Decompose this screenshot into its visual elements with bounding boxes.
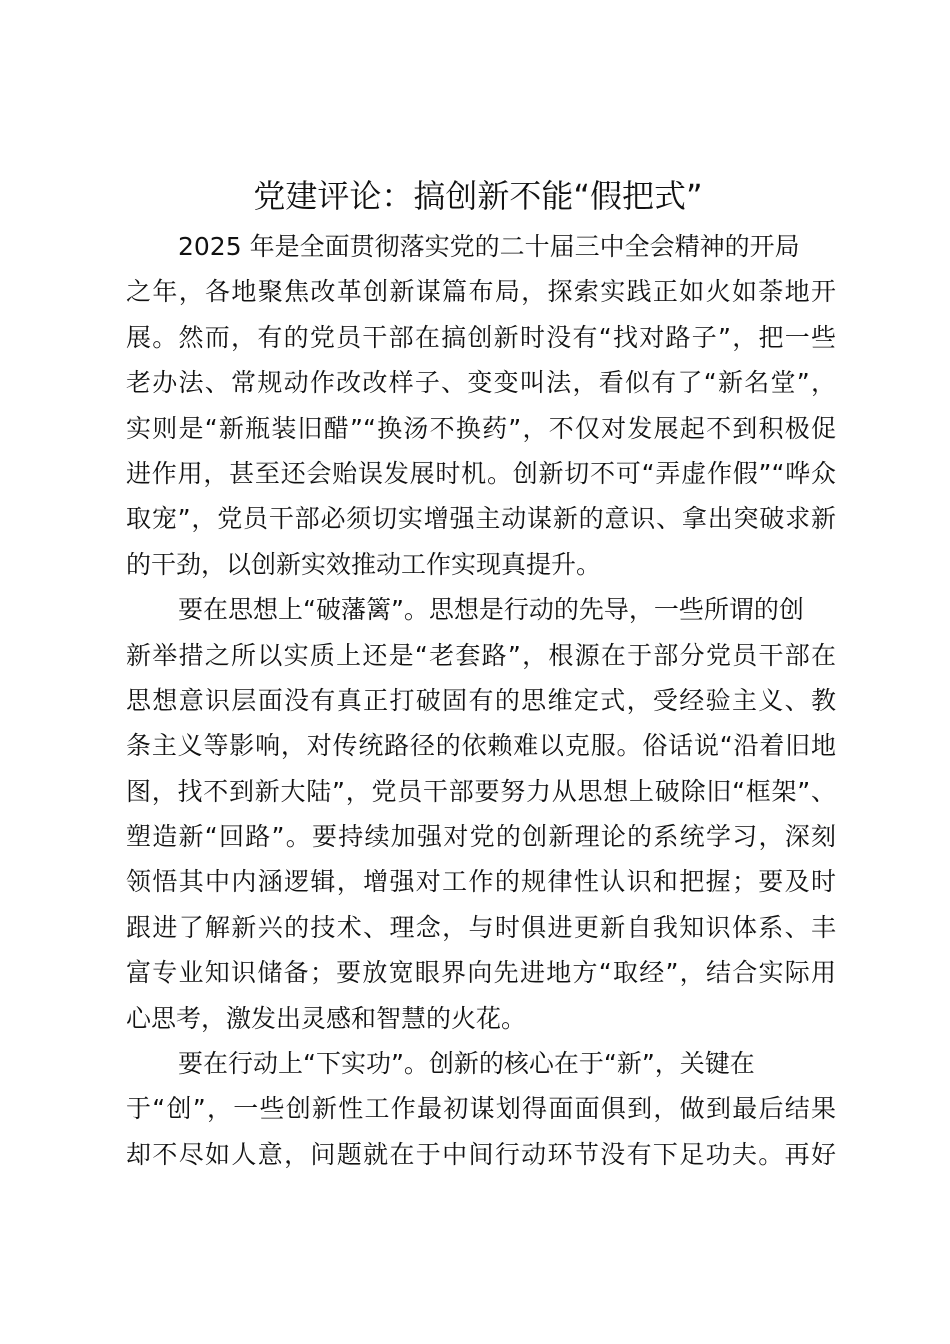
text-line: 图，找不到新大陆”，党员干部要努力从思想上破除旧“框架”、 xyxy=(126,776,836,806)
text-line: 领悟其中内涵逻辑，增强对工作的规律性认识和把握；要及时 xyxy=(126,867,836,897)
text-line: 塑造新“回路”。要持续加强对党的创新理论的系统学习，深刻 xyxy=(126,822,836,852)
text-line: 富专业知识储备；要放宽眼界向先进地方“取经”，结合实际用 xyxy=(126,958,836,988)
text-line: 心思考，激发出灵感和智慧的火花。 xyxy=(126,1003,527,1033)
text-line: 条主义等影响，对传统路径的依赖难以克服。俗话说“沿着旧地 xyxy=(126,731,836,761)
text-line: 要在行动上“下实功”。创新的核心在于“新”，关键在 xyxy=(178,1049,755,1079)
paragraph-1 xyxy=(126,224,836,587)
text-line: 老办法、常规动作改改样子、变变叫法，看似有了“新名堂”， xyxy=(126,368,836,398)
text-line: 于“创”，一些创新性工作最初谋划得面面俱到，做到最后结果 xyxy=(126,1094,836,1124)
document-title: 党建评论：搞创新不能“假把式” xyxy=(253,177,703,215)
text-line: 思想意识层面没有真正打破固有的思维定式，受经验主义、教 xyxy=(126,685,836,715)
paragraph-3 xyxy=(126,1041,836,1177)
text-line: 新举措之所以实质上还是“老套路”，根源在于部分党员干部在 xyxy=(126,640,836,670)
text-line: 2025 年是全面贯彻落实党的二十届三中全会精神的开局 xyxy=(178,232,800,261)
text-line: 的干劲，以创新实效推动工作实现真提升。 xyxy=(126,549,602,579)
text-line: 实则是“新瓶装旧醋”“换汤不换药”，不仅对发展起不到积极促 xyxy=(126,413,836,443)
text-line: 跟进了解新兴的技术、理念，与时俱进更新自我知识体系、丰 xyxy=(126,912,836,942)
text-line: 要在思想上“破藩篱”。思想是行动的先导，一些所谓的创 xyxy=(178,595,804,625)
text-line: 之年，各地聚焦改革创新谋篇布局，探索实践正如火如荼地开 xyxy=(126,277,836,307)
text-line: 进作用，甚至还会贻误发展时机。创新切不可“弄虚作假”“哗众 xyxy=(126,458,836,488)
text-line: 却不尽如人意，问题就在于中间行动环节没有下足功夫。再好 xyxy=(126,1139,836,1169)
text-line: 取宠”，党员干部必须切实增强主动谋新的意识、拿出突破求新 xyxy=(126,504,836,534)
paragraph-2 xyxy=(126,587,836,1041)
text-line: 展。然而，有的党员干部在搞创新时没有“找对路子”，把一些 xyxy=(126,322,836,352)
document-body xyxy=(126,224,836,1177)
